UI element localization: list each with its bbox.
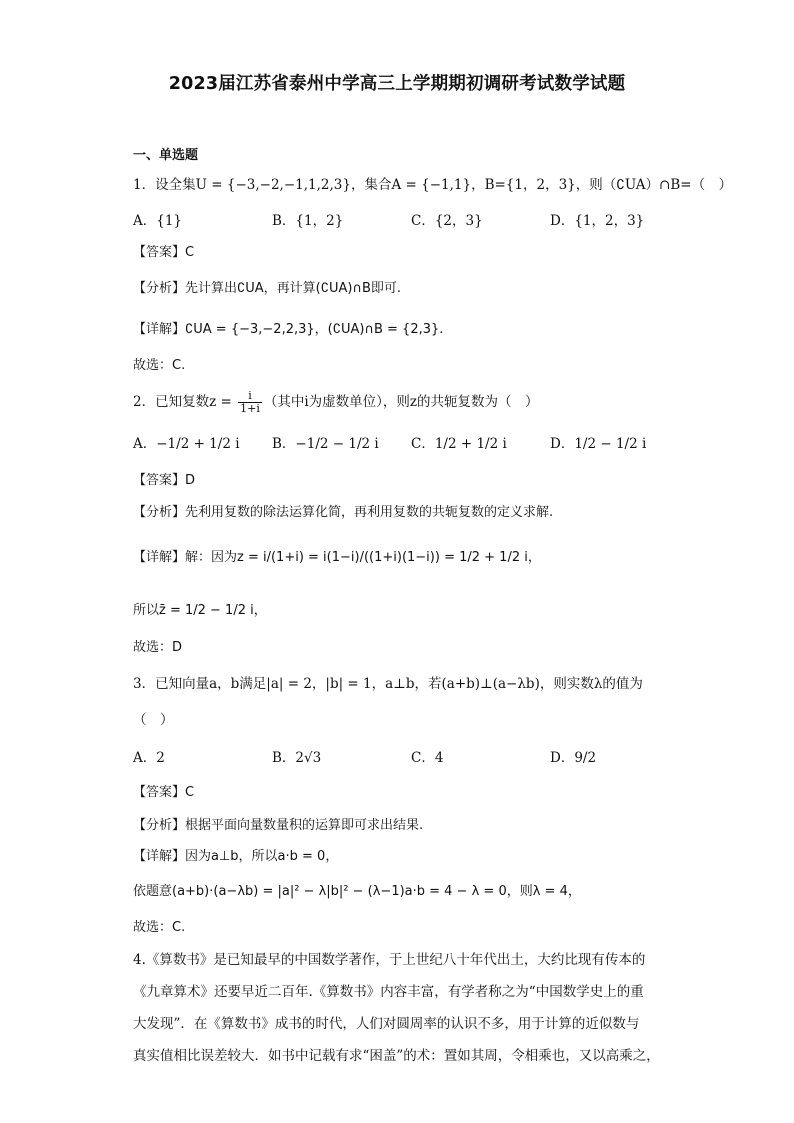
question-1-stem: 1．设全集U = {−3,−2,−1,1,2,3}，集合A = {−1,1}，B={1，2，3}，则（∁UA）∩B=（ ） — [133, 177, 733, 193]
option-b: B．{1，2} — [272, 213, 344, 229]
question-2-stem — [133, 390, 539, 415]
question-3-detail-2: 依题意(a+b)·(a−λb) = |a|² − λ|b|² − (λ−1)a·b = 4 − λ = 0，则λ = 4， — [133, 884, 581, 899]
question-1-detail: 【详解】∁UA = {−3,−2,2,3}，(∁UA)∩B = {2,3}. — [133, 322, 444, 337]
question-4-line-1: 4.《算数书》是已知最早的中国数学著作，于上世纪八十年代出土，大约比现有传本的 — [133, 952, 646, 968]
question-2-answer: 【答案】D — [133, 473, 196, 488]
question-4-line-4: 真实值相比误差较大．如书中记载有求“困盖”的术：置如其周，令相乘也，又以高乘之， — [133, 1048, 660, 1064]
option-a: A．2 — [133, 750, 165, 766]
question-2-stem-post: （其中i为虚数单位），则z的共轭复数为（ ） — [263, 394, 539, 410]
question-3-detail: 【详解】因为a⊥b，所以a·b = 0， — [133, 849, 339, 864]
question-3-stem: 3．已知向量a，b满足|a| = 2，|b| = 1，a⊥b，若(a+b)⊥(a−λb)，则实数λ的值为 — [133, 676, 643, 692]
fraction-denominator: 1+i — [240, 402, 260, 415]
section-heading: 一、单选题 — [133, 148, 199, 163]
question-2-options — [133, 434, 689, 454]
question-2-detail: 【详解】解：因为z = i/(1+i) = i(1−i)/((1+i)(1−i)) = 1/2 + 1/2 i， — [133, 550, 541, 565]
fraction-numerator: i — [238, 390, 262, 403]
option-d: D．9/2 — [550, 750, 597, 766]
option-c: C．{2，3} — [411, 213, 483, 229]
question-1-analysis: 【分析】先计算出∁UA，再计算(∁UA)∩B即可. — [133, 281, 402, 296]
page-title: 2023届江苏省泰州中学高三上学期期初调研考试数学试题 — [168, 74, 626, 94]
option-a: A．−1/2 + 1/2 i — [133, 436, 240, 452]
question-3-answer: 【答案】C — [133, 785, 195, 800]
question-2-choose: 故选：D — [133, 640, 183, 655]
option-b: B．−1/2 − 1/2 i — [272, 436, 379, 452]
option-d: D．1/2 − 1/2 i — [550, 436, 647, 452]
option-d: D．{1，2，3} — [550, 213, 645, 229]
fraction — [238, 390, 262, 415]
option-c: C．4 — [411, 750, 444, 766]
question-2-so: 所以z̄ = 1/2 − 1/2 i， — [133, 603, 267, 618]
question-3-analysis: 【分析】根据平面向量数量积的运算即可求出结果. — [133, 818, 424, 833]
question-2-stem-pre: 2．已知复数z = — [133, 394, 237, 410]
option-b: B．2√3 — [272, 750, 322, 766]
option-a: A．{1} — [133, 213, 183, 229]
question-4-line-3: 大发现”．在《算数书》成书的时代，人们对圆周率的认识不多，用于计算的近似数与 — [133, 1016, 640, 1032]
question-2-analysis: 【分析】先利用复数的除法运算化简，再利用复数的共轭复数的定义求解. — [133, 505, 554, 520]
question-1-choose: 故选：C. — [133, 358, 186, 373]
question-3-choose: 故选：C. — [133, 920, 186, 935]
question-1-answer: 【答案】C — [133, 245, 195, 260]
question-3-options — [133, 748, 689, 768]
question-4-line-2: 《九章算术》还要早近二百年.《算数书》内容丰富，有学者称之为“中国数学史上的重 — [133, 984, 644, 1000]
option-c: C．1/2 + 1/2 i — [411, 436, 507, 452]
question-3-stem-2: （ ） — [133, 712, 174, 728]
question-1-options — [133, 211, 689, 231]
